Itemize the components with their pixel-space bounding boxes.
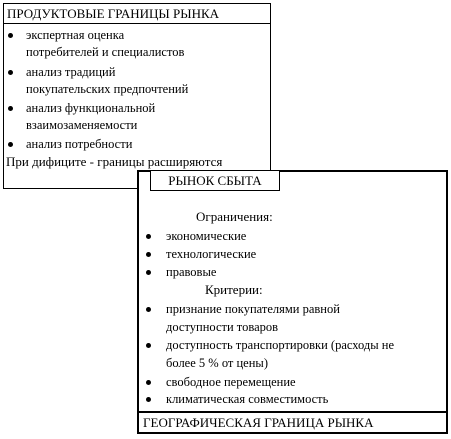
criterion-2-line-1: доступность транспортировки (расходы не [166,338,395,352]
criterion-4: климатическая совместимость [166,392,329,406]
product-item-3-line-2: взаимозаменяемости [26,118,138,132]
bullet-icon [146,307,151,312]
bullet-icon [146,252,151,257]
bullet-icon [8,142,13,147]
restrictions-heading: Ограничения: [196,209,273,224]
product-footer-note: При дифиците - границы расширяются [6,154,223,169]
restriction-economic: экономические [166,229,247,243]
restriction-technological: технологические [166,247,257,261]
criterion-1-line-1: признание покупателями равной [166,302,340,316]
restriction-legal: правовые [166,265,217,279]
bullet-icon [146,397,151,402]
product-item-2-line-1: анализ традиций [26,65,116,79]
sales-market-title: РЫНОК СБЫТА [150,170,280,191]
product-item-2-line-2: покупательских предпочтений [26,82,189,96]
bullet-icon [146,380,151,385]
product-boundaries-box [3,3,271,189]
bullet-icon [8,70,13,75]
product-boundaries-title: ПРОДУКТОВЫЕ ГРАНИЦЫ РЫНКА [4,4,270,24]
product-item-4-line-1: анализ потребности [26,137,133,151]
geographic-boundary-title: ГЕОГРАФИЧЕСКАЯ ГРАНИЦА РЫНКА [137,411,448,434]
criterion-2-line-2: более 5 % от цены) [166,356,268,370]
product-item-3-line-1: анализ функциональной [26,101,156,115]
bullet-icon [8,106,13,111]
product-item-1-line-2: потребителей и специалистов [26,45,185,59]
bullet-icon [8,33,13,38]
criteria-heading: Критерии: [205,282,263,297]
product-item-1-line-1: экспертная оценка [26,28,125,42]
sales-market-box [137,170,448,432]
bullet-icon [146,270,151,275]
criterion-3: свободное перемещение [166,375,296,389]
bullet-icon [146,234,151,239]
bullet-icon [146,343,151,348]
criterion-1-line-2: доступности товаров [166,320,279,334]
